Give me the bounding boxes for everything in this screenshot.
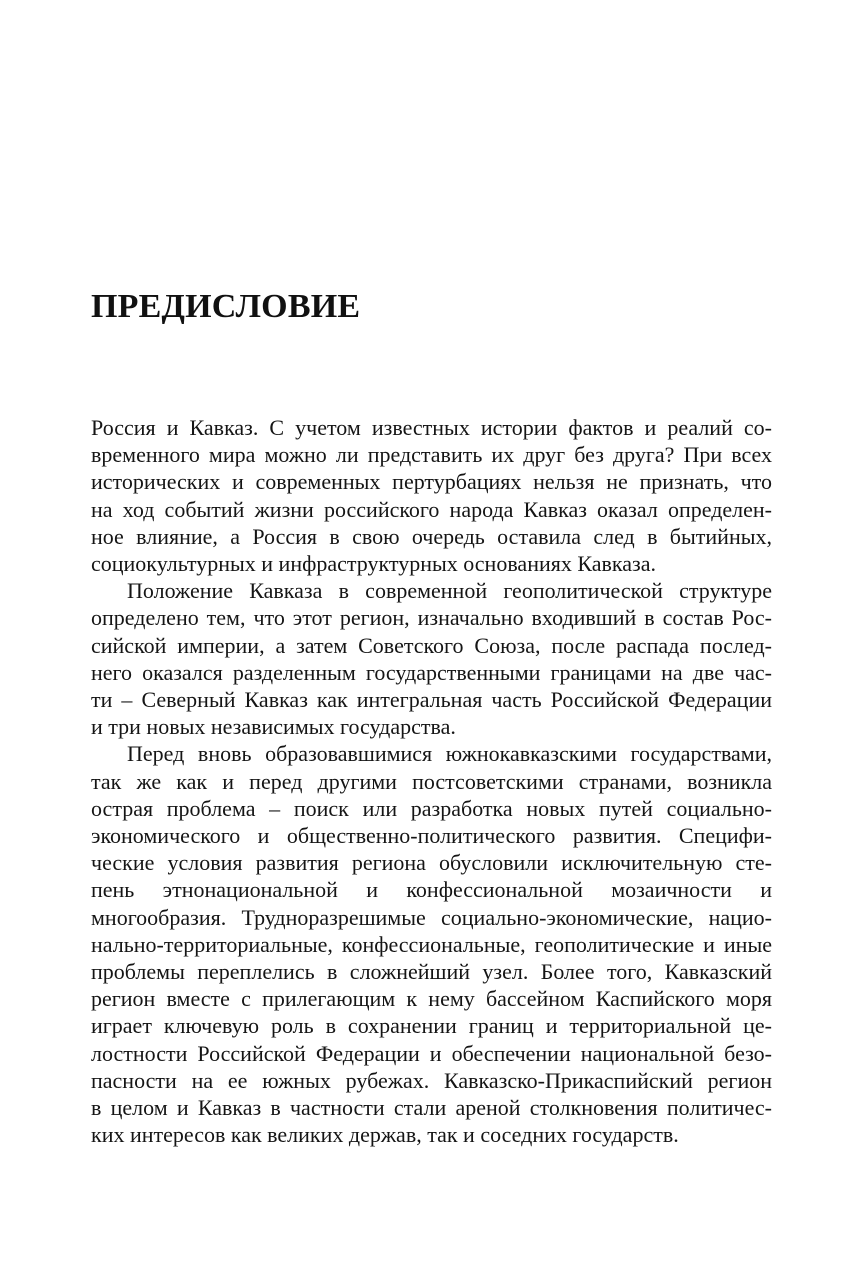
text-line: регион вместе с прилегающим к нему бассейном Каспийского моря bbox=[91, 986, 772, 1012]
paragraph-2 bbox=[91, 577, 772, 740]
text-line: Россия и Кавказ. С учетом известных истории фактов и реалий со- bbox=[91, 415, 772, 440]
text-line: на ход событий жизни российского народа Кавказ оказал определен- bbox=[91, 496, 772, 522]
text-line: играет ключевую роль в сохранении границ и территориальной це- bbox=[91, 1013, 772, 1039]
text-line: проблемы переплелись в сложнейший узел. Более того, Кавказский bbox=[91, 959, 772, 985]
text-line: социокультурных и инфраструктурных основаниях Кавказа. bbox=[91, 551, 656, 577]
text-line: Перед вновь образовавшимися южнокавказскими государствами, bbox=[127, 741, 772, 767]
text-line: так же как и перед другими постсоветскими странами, возникла bbox=[91, 768, 772, 794]
paragraph-1 bbox=[91, 414, 772, 577]
text-line: сийской империи, а затем Советского Союза, после распада послед- bbox=[91, 632, 772, 658]
text-line: него оказался разделенным государственными границами на две час- bbox=[91, 659, 772, 685]
text-line: ческие условия развития региона обусловили исключительную сте- bbox=[91, 850, 772, 876]
text-line: и три новых независимых государства. bbox=[91, 714, 456, 740]
text-line: временного мира можно ли представить их друг без друга? При всех bbox=[91, 442, 772, 468]
text-line: экономического и общественно-политического развития. Специфи- bbox=[91, 823, 772, 849]
text-line: нально-территориальные, конфессиональные, геополитические и иные bbox=[91, 931, 772, 957]
paragraph-3 bbox=[91, 740, 772, 1148]
text-line: лостности Российской Федерации и обеспечении национальной безо- bbox=[91, 1040, 772, 1066]
text-line: острая проблема – поиск или разработка новых путей социально- bbox=[91, 795, 772, 821]
text-line: Положение Кавказа в современной геополитической структуре bbox=[127, 578, 772, 604]
text-line: ких интересов как великих держав, так и соседних государств. bbox=[91, 1122, 679, 1148]
text-line: определено тем, что этот регион, изначально входивший в состав Рос- bbox=[91, 605, 772, 631]
body-text bbox=[91, 414, 772, 1148]
text-line: многообразия. Трудноразрешимые социально-экономические, нацио- bbox=[91, 904, 772, 930]
text-line: ти – Северный Кавказ как интегральная часть Российской Федерации bbox=[91, 687, 772, 713]
text-line: в целом и Кавказ в частности стали ареной столкновения политичес- bbox=[91, 1095, 772, 1121]
text-line: пень этнонациональной и конфессиональной мозаичности и bbox=[91, 877, 772, 903]
chapter-heading: ПРЕДИСЛОВИЕ bbox=[91, 288, 361, 325]
text-line: исторических и современных пертурбациях нельзя не признать, что bbox=[91, 469, 772, 495]
text-line: пасности на ее южных рубежах. Кавказско-Прикаспийский регион bbox=[91, 1067, 772, 1093]
text-line: ное влияние, а Россия в свою очередь оставила след в бытийных, bbox=[91, 523, 772, 549]
